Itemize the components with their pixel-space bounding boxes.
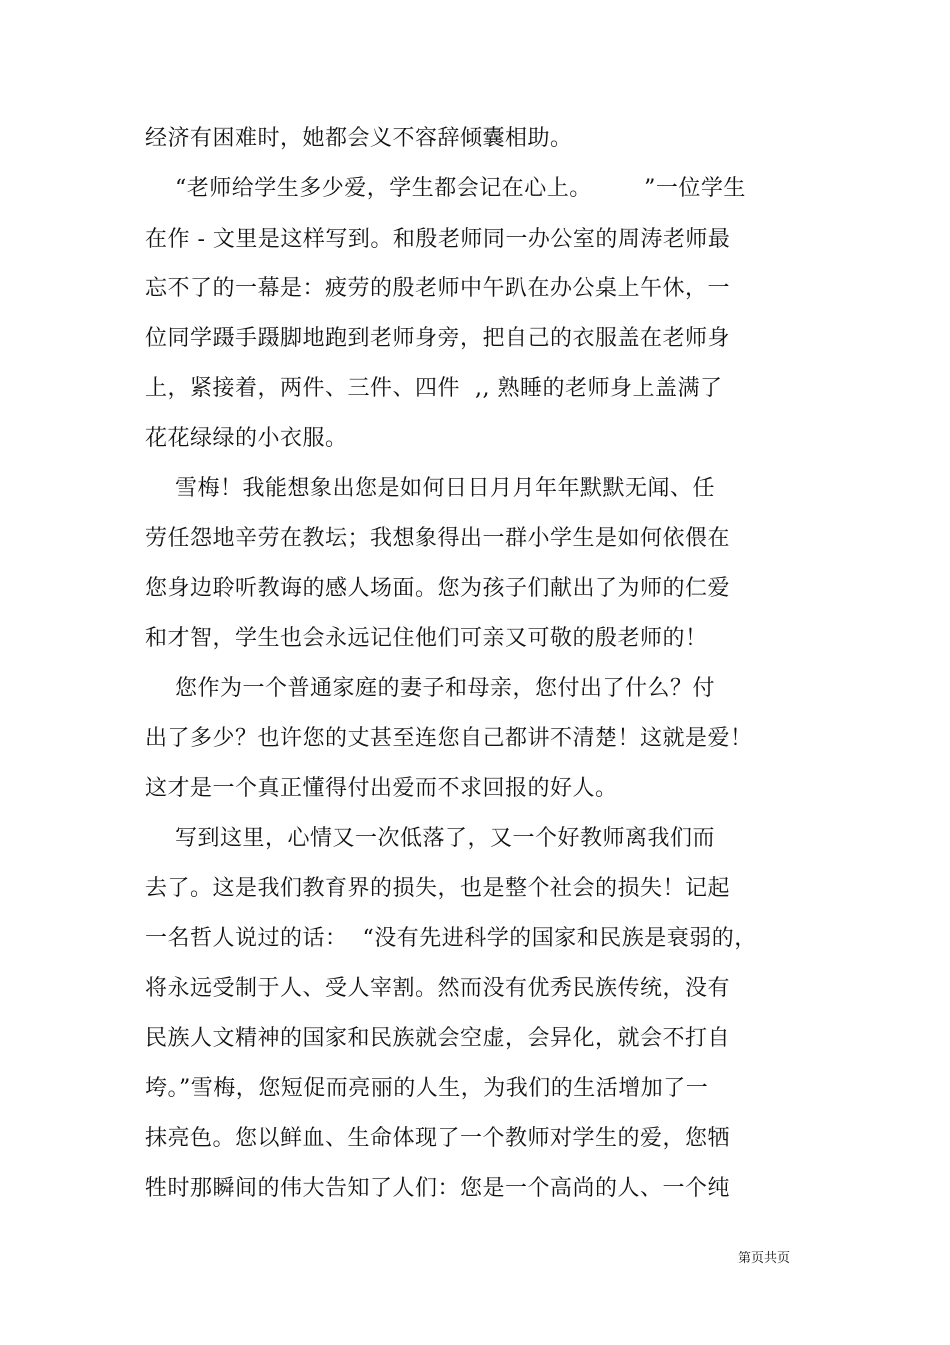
text-line: 经济有困难时，她都会义不容辞倾囊相助。 <box>145 126 573 151</box>
text-line: 忘不了的一幕是：疲劳的殷老师中午趴在办公桌上午休，一 <box>145 276 731 301</box>
text-line: 将永远受制于人、受人宰割。然而没有优秀民族传统，没有 <box>145 976 731 1001</box>
text-line: “老师给学生多少爱，学生都会记在心上。 ”一位学生 <box>145 176 746 201</box>
text-line: 雪梅！我能想象出您是如何日日月月年年默默无闻、任 <box>145 476 715 501</box>
text-line: 牲时那瞬间的伟大告知了人们：您是一个高尚的人、一个纯 <box>145 1176 731 1201</box>
text-line: 和才智，学生也会永远记住他们可亲又可敬的殷老师的！ <box>145 626 708 651</box>
text-line: 写到这里，心情又一次低落了，又一个好教师离我们而 <box>145 826 715 851</box>
text-line: 出了多少？也许您的丈甚至连您自己都讲不清楚！这就是爱！ <box>145 726 753 751</box>
text-line: 民族人文精神的国家和民族就会空虚，会异化，就会不打自 <box>145 1026 731 1051</box>
page-number-footer: 第页共页 <box>738 1251 791 1266</box>
text-line: 您身边聆听教诲的感人场面。您为孩子们献出了为师的仁爱 <box>145 576 731 601</box>
text-line: 这才是一个真正懂得付出爱而不求回报的好人。 <box>145 776 618 801</box>
text-line: 在作 - 文里是这样写到。和殷老师同一办公室的周涛老师最 <box>145 227 731 252</box>
text-line: 您作为一个普通家庭的妻子和母亲，您付出了什么？付 <box>145 676 715 701</box>
text-line: 劳任怨地辛劳在教坛；我想象得出一群小学生是如何依偎在 <box>145 526 731 551</box>
text-line: 位同学蹑手蹑脚地跑到老师身旁，把自己的衣服盖在老师身 <box>145 326 731 351</box>
text-line: 垮。”雪梅，您短促而亮丽的人生，为我们的生活增加了一 <box>145 1076 709 1101</box>
text-line: 上，紧接着，两件、三件、四件 ,, 熟睡的老师身上盖满了 <box>145 376 723 401</box>
text-line: 去了。这是我们教育界的损失，也是整个社会的损失！记起 <box>145 876 731 901</box>
text-line: 一名哲人说过的话： “没有先进科学的国家和民族是衰弱的， <box>145 926 757 951</box>
text-line: 抹亮色。您以鲜血、生命体现了一个教师对学生的爱，您牺 <box>145 1126 731 1151</box>
text-line: 花花绿绿的小衣服。 <box>145 426 348 451</box>
